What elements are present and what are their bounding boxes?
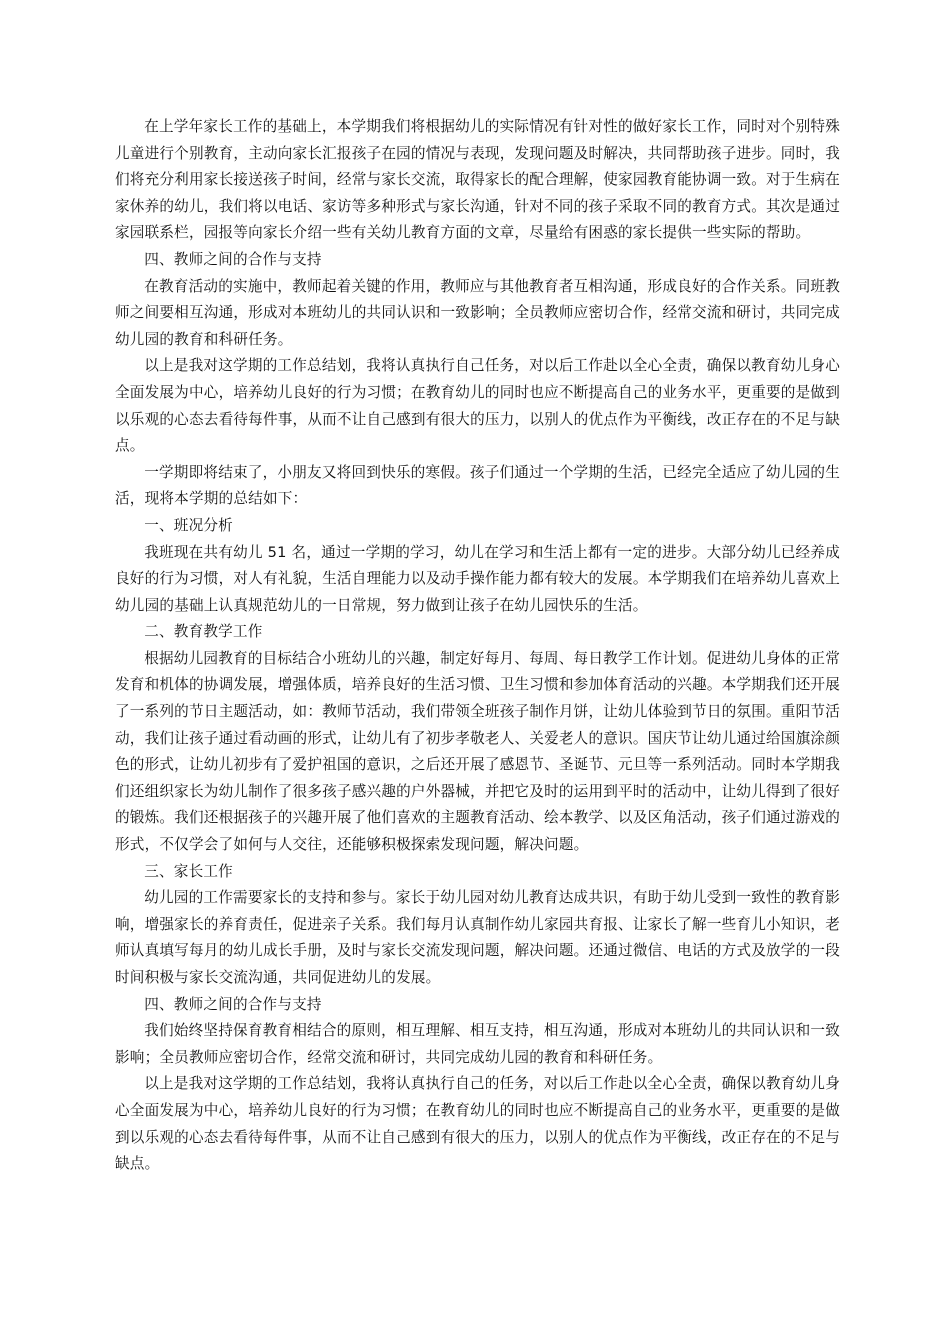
section-heading: 四、教师之间的合作与支持 (144, 250, 322, 268)
paragraph: 在教育活动的实施中，教师起着关键的作用，教师应与其他教育者互相沟通，形成良好的合作关系。同班教师之间要相互沟通，形成对本班幼儿的共同认识和一致影响；全员教师应密切合作，经常交流和研讨，共同完成幼儿园的教育和科研任务。 (115, 277, 840, 348)
section-heading: 三、家长工作 (144, 862, 233, 880)
section-heading: 二、教育教学工作 (144, 623, 263, 641)
paragraph: 我班现在共有幼儿 51 名，通过一学期的学习，幼儿在学习和生活上都有一定的进步。大部分幼儿已经养成良好的行为习惯，对人有礼貌，生活自理能力以及动手操作能力都有较大的发展。本学期我们在培养幼儿喜欢上幼儿园的基础上认真规范幼儿的一日常规，努力做到让孩子在幼儿园快乐的生活。 (115, 543, 840, 614)
paragraph: 幼儿园的工作需要家长的支持和参与。家长于幼儿园对幼儿教育达成共识，有助于幼儿受到一致性的教育影响，增强家长的养育责任，促进亲子关系。我们每月认真制作幼儿家园共育报、让家长了解一些育儿小知识，老师认真填写每月的幼儿成长手册，及时与家长交流发现问题，解决问题。还通过微信、电话的方式及放学的一段时间积极与家长交流沟通，共同促进幼儿的发展。 (115, 889, 840, 986)
paragraph: 以上是我对这学期的工作总结划，我将认真执行自己的任务，对以后工作赴以全心全责，确保以教育幼儿身心全面发展为中心，培养幼儿良好的行为习惯；在教育幼儿的同时也应不断提高自己的业务水平，更重要的是做到以乐观的心态去看待每件事，从而不让自己感到有很大的压力，以别人的优点作为平衡线，改正存在的不足与缺点。 (115, 1075, 840, 1173)
paragraph: 在上学年家长工作的基础上，本学期我们将根据幼儿的实际情况有针对性的做好家长工作，同时对个别特殊儿童进行个别教育，主动向家长汇报孩子在园的情况与表现，发现问题及时解决，共同帮助孩子进步。同时，我们将充分利用家长接送孩子时间，经常与家长交流，取得家长的配合理解，使家园教育能协调一致。对于生病在家休养的幼儿，我们将以电话、家访等多种形式与家长沟通，针对不同的孩子采取不同的教育方式。其次是通过家园联系栏，园报等向家长介绍一些有关幼儿教育方面的文章，尽量给有困惑的家长提供一些实际的帮助。 (115, 118, 840, 242)
section-heading: 一、班况分析 (144, 516, 233, 534)
document-body (115, 114, 840, 1178)
paragraph: 一学期即将结束了，小朋友又将回到快乐的寒假。孩子们通过一个学期的生活，已经完全适应了幼儿园的生活，现将本学期的总结如下： (115, 463, 840, 508)
paragraph: 以上是我对这学期的工作总结划，我将认真执行自己任务，对以后工作赴以全心全责，确保以教育幼儿身心全面发展为中心，培养幼儿良好的行为习惯；在教育幼儿的同时也应不断提高自己的业务水平，更重要的是做到以乐观的心态去看待每件事，从而不让自己感到有很大的压力，以别人的优点作为平衡线，改正存在的不足与缺点。 (115, 357, 840, 455)
paragraph: 根据幼儿园教育的目标结合小班幼儿的兴趣，制定好每月、每周、每日教学工作计划。促进幼儿身体的正常发育和机体的协调发展，增强体质，培养良好的生活习惯、卫生习惯和参加体育活动的兴趣。本学期我们还开展了一系列的节日主题活动，如：教师节活动，我们带领全班孩子制作月饼，让幼儿体验到节日的氛围。重阳节活动，我们让孩子通过看动画的形式，让幼儿有了初步孝敬老人、关爱老人的意识。国庆节让幼儿通过给国旗涂颜色的形式，让幼儿初步有了爱护祖国的意识，之后还开展了感恩节、圣诞节、元旦等一系列活动。同时本学期我们还组织家长为幼儿制作了很多孩子感兴趣的户外器械，并把它及时的运用到平时的活动中，让幼儿得到了很好的锻炼。我们还根据孩子的兴趣开展了他们喜欢的主题教育活动、绘本教学、以及区角活动，孩子们通过游戏的形式，不仅学会了如何与人交往，还能够积极探索发现问题，解决问题。 (115, 649, 840, 854)
paragraph: 我们始终坚持保育教育相结合的原则，相互理解、相互支持，相互沟通，形成对本班幼儿的共同认识和一致影响；全员教师应密切合作，经常交流和研讨，共同完成幼儿园的教育和科研任务。 (115, 1022, 840, 1066)
section-heading: 四、教师之间的合作与支持 (144, 995, 322, 1013)
